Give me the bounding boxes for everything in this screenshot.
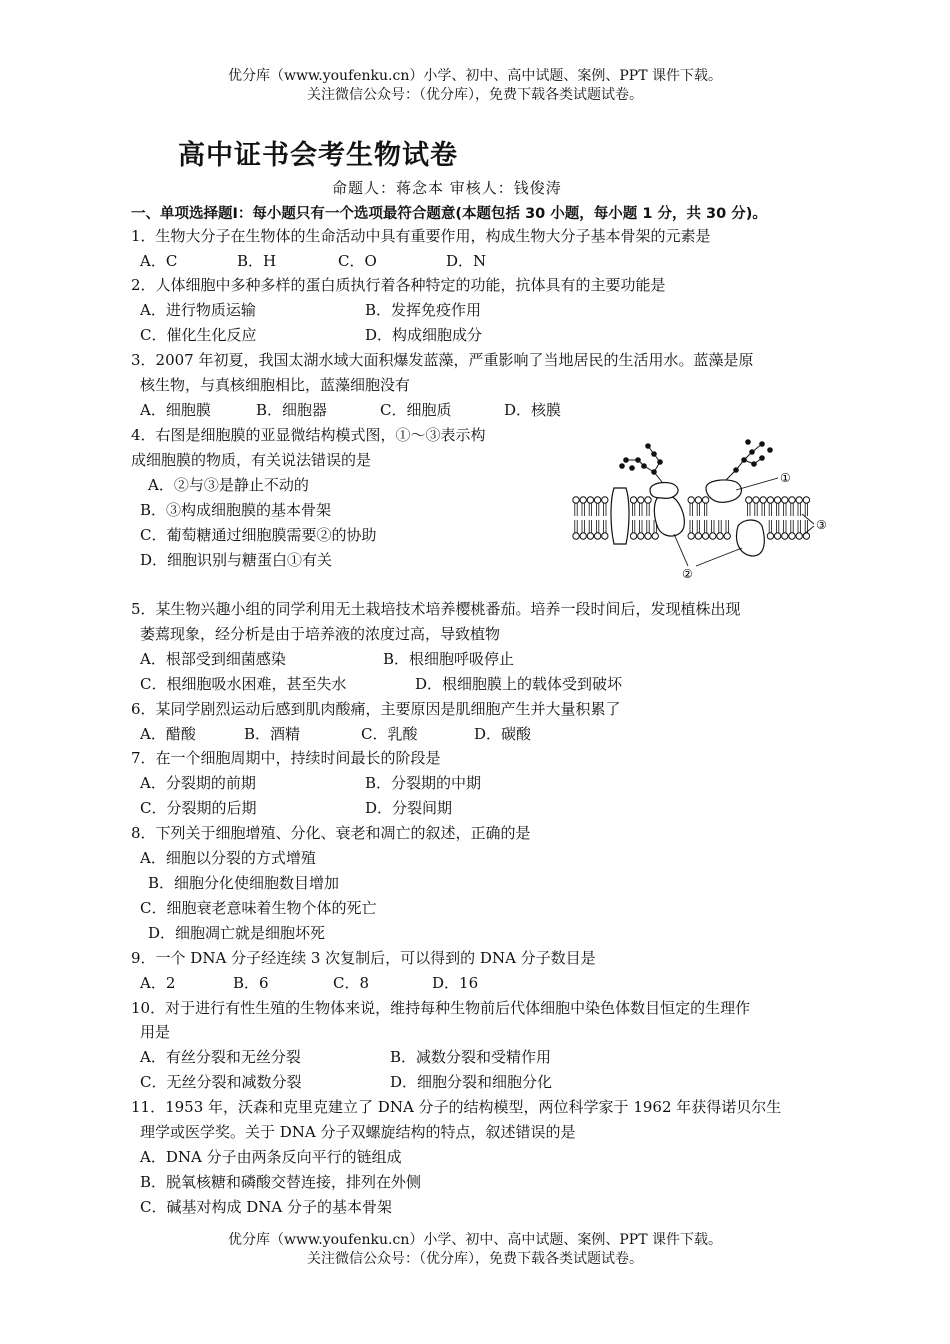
q9-option-a: A．2 bbox=[140, 974, 176, 992]
phospholipid-head bbox=[782, 497, 788, 516]
question-9: 9．一个 DNA 分子经连续 3 次复制后，可以得到的 DNA 分子数目是 bbox=[131, 949, 596, 967]
phospholipid-head bbox=[587, 497, 593, 516]
question-5-cont: 萎蔫现象，经分析是由于培养液的浓度过高，导致植物 bbox=[140, 625, 501, 643]
question-4: 4．右图是细胞膜的亚显微结构模式图，①～③表示构 bbox=[131, 426, 486, 444]
phospholipid-head bbox=[789, 497, 795, 516]
q10-option-c: C．无丝分裂和减数分裂 bbox=[140, 1073, 302, 1091]
footer-line-2: 关注微信公众号：（优分库），免费下载各类试题试卷。 bbox=[307, 1251, 643, 1267]
phospholipid-head bbox=[645, 497, 651, 516]
phospholipid-head bbox=[602, 497, 608, 516]
q3-option-c: C．细胞质 bbox=[380, 401, 452, 419]
q8-option-b: B．细胞分化使细胞数目增加 bbox=[148, 874, 340, 892]
phospholipid-head bbox=[803, 497, 809, 516]
phospholipid-head bbox=[803, 520, 809, 539]
phospholipid-head bbox=[767, 497, 773, 516]
q1-option-b: B．H bbox=[237, 252, 277, 270]
phospholipid-head bbox=[724, 520, 730, 539]
phospholipid-head bbox=[630, 520, 636, 539]
phospholipid-head bbox=[767, 520, 773, 539]
q5-option-a: A．根部受到细菌感染 bbox=[140, 650, 286, 668]
phospholipid-head bbox=[645, 520, 651, 539]
phospholipid-head bbox=[702, 520, 708, 539]
question-11-cont: 理学或医学奖。关于 DNA 分子双螺旋结构的特点，叙述错误的是 bbox=[140, 1123, 576, 1141]
q9-option-d: D．16 bbox=[432, 974, 479, 992]
question-7: 7．在一个细胞周期中，持续时间最长的阶段是 bbox=[131, 749, 441, 767]
cell-membrane-diagram bbox=[566, 430, 836, 582]
q2-option-a: A．进行物质运输 bbox=[140, 301, 256, 319]
q6-option-b: B．酒精 bbox=[244, 725, 301, 743]
phospholipid-head bbox=[573, 497, 579, 516]
q8-option-c: C．细胞衰老意味着生物个体的死亡 bbox=[140, 899, 377, 917]
q4-option-b: B．③构成细胞膜的基本骨架 bbox=[140, 501, 332, 519]
phospholipid-head bbox=[746, 497, 752, 516]
page-title: 高中证书会考生物试卷 bbox=[178, 140, 458, 171]
section-heading: 一、单项选择题Ⅰ：每小题只有一个选项最符合题意(本题包括 30 小题，每小题 1 分，共 30 分)。 bbox=[131, 206, 767, 222]
q7-option-a: A．分裂期的前期 bbox=[140, 774, 256, 792]
q5-option-d: D．根细胞膜上的载体受到破坏 bbox=[415, 675, 623, 693]
question-2: 2．人体细胞中多种多样的蛋白质执行着各种特定的功能，抗体具有的主要功能是 bbox=[131, 276, 666, 294]
phospholipid-head bbox=[630, 497, 636, 516]
sugar-chain-right bbox=[726, 440, 772, 480]
q10-option-d: D．细胞分裂和细胞分化 bbox=[390, 1073, 553, 1091]
phospholipid-head bbox=[710, 520, 716, 539]
q9-option-b: B．6 bbox=[233, 974, 269, 992]
question-11: 11．1953 年，沃森和克里克建立了 DNA 分子的结构模型，两位科学家于 1962 年获得诺贝尔生 bbox=[131, 1098, 782, 1116]
phospholipid-head bbox=[594, 520, 600, 539]
transmembrane-protein bbox=[611, 488, 629, 544]
phospholipid-head bbox=[602, 520, 608, 539]
phospholipid-head bbox=[573, 520, 579, 539]
q2-option-d: D．构成细胞成分 bbox=[365, 326, 483, 344]
q6-option-d: D．碳酸 bbox=[474, 725, 532, 743]
phospholipid-head bbox=[702, 497, 708, 516]
phospholipid-head bbox=[688, 520, 694, 539]
q5-option-c: C．根细胞吸水困难，甚至失水 bbox=[140, 675, 347, 693]
q8-option-d: D．细胞凋亡就是细胞坏死 bbox=[148, 924, 326, 942]
question-10-cont: 用是 bbox=[140, 1023, 171, 1041]
q3-option-d: D．核膜 bbox=[504, 401, 562, 419]
question-5: 5．某生物兴趣小组的同学利用无土栽培技术培养樱桃番茄。培养一段时间后，发现植株出现 bbox=[131, 600, 741, 618]
q3-option-a: A．细胞膜 bbox=[140, 401, 211, 419]
authors: 命题人：蒋念本 审核人：钱俊涛 bbox=[332, 179, 562, 197]
header-line-1: 优分库（www.youfenku.cn）小学、初中、高中试题、案例、PPT 课件下载。 bbox=[227, 68, 722, 84]
question-3-cont: 核生物，与真核细胞相比，蓝藻细胞没有 bbox=[140, 376, 411, 394]
phospholipid-head bbox=[796, 520, 802, 539]
phospholipid-head bbox=[695, 497, 701, 516]
q2-option-c: C．催化生化反应 bbox=[140, 326, 257, 344]
phospholipid-head bbox=[760, 497, 766, 516]
channel-protein bbox=[654, 496, 684, 536]
question-8: 8．下列关于细胞增殖、分化、衰老和凋亡的叙述，正确的是 bbox=[131, 824, 531, 842]
question-4-cont: 成细胞膜的物质，有关说法错误的是 bbox=[131, 451, 372, 469]
phospholipid-head bbox=[688, 497, 694, 516]
label-3: ③ bbox=[816, 518, 827, 532]
question-1: 1．生物大分子在生物体的生命活动中具有重要作用，构成生物大分子基本骨架的元素是 bbox=[131, 227, 711, 245]
phospholipid-head bbox=[594, 497, 600, 516]
glycoprotein bbox=[706, 480, 741, 502]
phospholipid-bilayer bbox=[573, 497, 810, 539]
question-3: 3．2007 年初夏，我国太湖水域大面积爆发蓝藻，严重影响了当地居民的生活用水。蓝藻是原 bbox=[131, 351, 754, 369]
q2-option-b: B．发挥免疫作用 bbox=[365, 301, 482, 319]
header-line-2: 关注微信公众号：（优分库），免费下载各类试题试卷。 bbox=[307, 87, 643, 103]
q5-option-b: B．根细胞呼吸停止 bbox=[383, 650, 515, 668]
footer-line-1: 优分库（www.youfenku.cn）小学、初中、高中试题、案例、PPT 课件下载。 bbox=[227, 1232, 722, 1248]
q1-option-d: D．N bbox=[446, 252, 487, 270]
q4-option-c: C．葡萄糖通过细胞膜需要②的协助 bbox=[140, 526, 377, 544]
q4-option-d: D．细胞识别与糖蛋白①有关 bbox=[140, 551, 333, 569]
q1-option-a: A．C bbox=[140, 252, 178, 270]
q4-option-a: A．②与③是静止不动的 bbox=[148, 476, 309, 494]
q7-option-c: C．分裂期的后期 bbox=[140, 799, 257, 817]
phospholipid-head bbox=[753, 497, 759, 516]
phospholipid-head bbox=[638, 497, 644, 516]
q8-option-a: A．细胞以分裂的方式增殖 bbox=[140, 849, 316, 867]
embedded-protein bbox=[737, 520, 765, 556]
q6-option-c: C．乳酸 bbox=[361, 725, 418, 743]
q11-option-b: B．脱氧核糖和磷酸交替连接，排列在外侧 bbox=[140, 1173, 422, 1191]
q6-option-a: A．醋酸 bbox=[140, 725, 196, 743]
phospholipid-head bbox=[796, 497, 802, 516]
phospholipid-head bbox=[789, 520, 795, 539]
sugar-chain-left bbox=[620, 444, 663, 482]
q7-option-d: D．分裂间期 bbox=[365, 799, 453, 817]
phospholipid-head bbox=[774, 520, 780, 539]
phospholipid-head bbox=[587, 520, 593, 539]
q1-option-c: C．O bbox=[338, 252, 377, 270]
q11-option-c: C．碱基对构成 DNA 分子的基本骨架 bbox=[140, 1198, 392, 1216]
question-10: 10．对于进行有性生殖的生物体来说，维持每种生物前后代体细胞中染色体数目恒定的生理作 bbox=[131, 999, 751, 1017]
phospholipid-head bbox=[782, 520, 788, 539]
question-6: 6．某同学剧烈运动后感到肌肉酸痛，主要原因是肌细胞产生并大量积累了 bbox=[131, 700, 621, 718]
phospholipid-head bbox=[638, 520, 644, 539]
surface-protein bbox=[650, 483, 678, 499]
q3-option-b: B．细胞器 bbox=[256, 401, 328, 419]
label-2: ② bbox=[682, 567, 693, 581]
phospholipid-head bbox=[717, 520, 723, 539]
q11-option-a: A．DNA 分子由两条反向平行的链组成 bbox=[140, 1148, 402, 1166]
q10-option-a: A．有丝分裂和无丝分裂 bbox=[140, 1048, 301, 1066]
q9-option-c: C．8 bbox=[333, 974, 370, 992]
q10-option-b: B．减数分裂和受精作用 bbox=[390, 1048, 552, 1066]
phospholipid-head bbox=[580, 520, 586, 539]
phospholipid-head bbox=[695, 520, 701, 539]
phospholipid-head bbox=[580, 497, 586, 516]
phospholipid-head bbox=[774, 497, 780, 516]
label-1: ① bbox=[780, 471, 791, 485]
q7-option-b: B．分裂期的中期 bbox=[365, 774, 482, 792]
